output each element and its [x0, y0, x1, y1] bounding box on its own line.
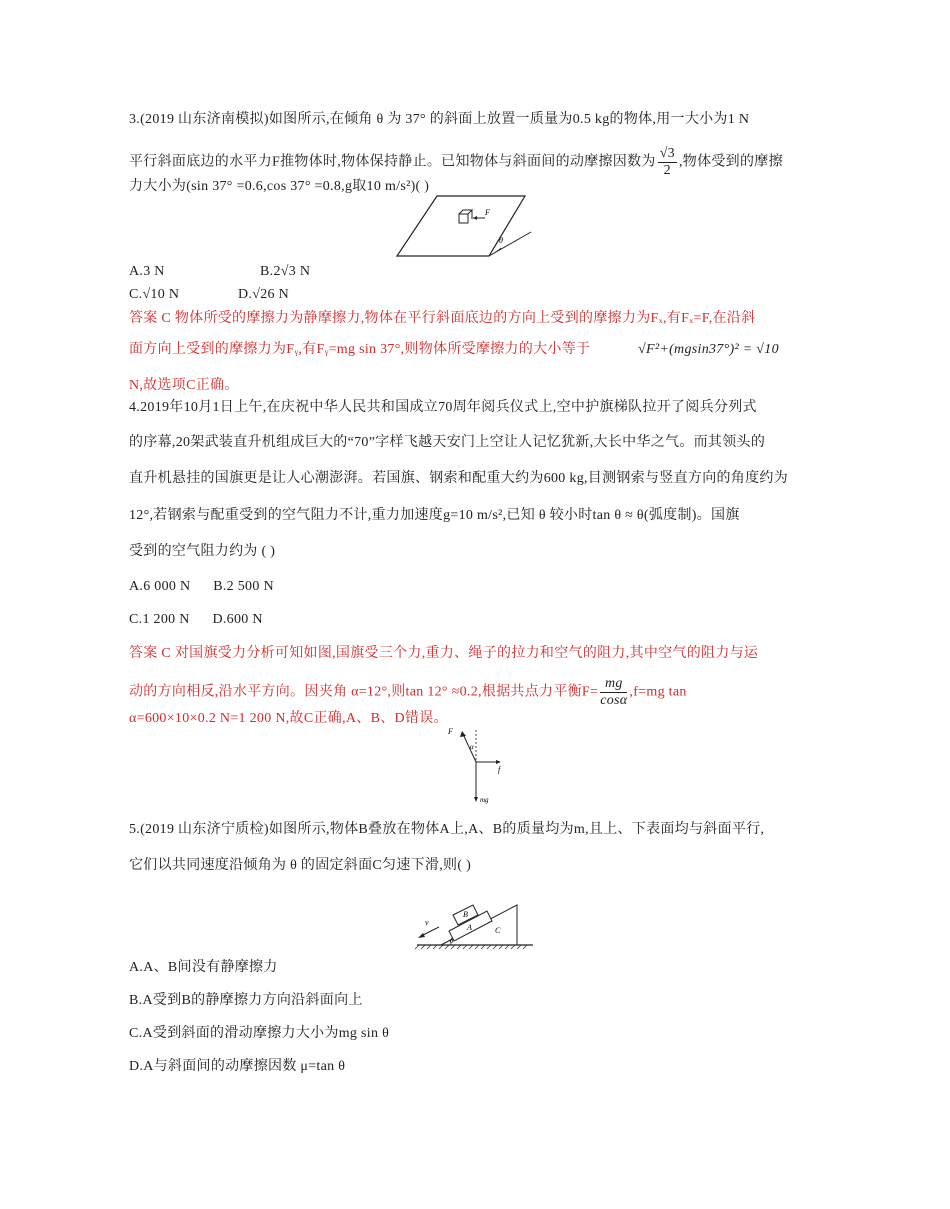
- q3-stem-line2b: ,物体受到的摩擦: [678, 154, 783, 170]
- q4-stem-line3: 直升机悬挂的国旗更是让人心潮澎湃。若国旗、钢索和配重大约为600 kg,目测钢索与竖直方向的角度约为: [129, 471, 788, 486]
- q3-answer-line2: [129, 340, 590, 360]
- q3-option-a: A.3 N: [129, 264, 165, 279]
- q4-stem-line5: 受到的空气阻力约为 ( ): [129, 544, 276, 559]
- q4-fig-label-alpha: α: [470, 743, 474, 751]
- q4-answer-line2a: 动的方向相反,沿水平方向。因夹角 α=12°,则tan 12° ≈0.2,根据共点力平衡F=: [129, 684, 599, 700]
- q3-stem-line2: [129, 146, 783, 179]
- q4-answer-line1: 答案 C 对国旗受力分析可知如图,国旗受三个力,重力、绳子的拉力和空气的阻力,其中空气的阻力与运: [129, 646, 759, 661]
- q4-force-diagram: [440, 722, 520, 808]
- q3-option-c: C.√10 N: [129, 287, 180, 302]
- q4-fraction-numerator: mg: [600, 676, 627, 693]
- q4-force-fraction: [600, 676, 627, 709]
- q5-fig-label-c: C: [495, 926, 501, 935]
- q4-options-row1: A.6 000 N B.2 500 N: [129, 579, 274, 594]
- q4-options-row2: C.1 200 N D.600 N: [129, 612, 263, 627]
- q4-stem-line1: 4.2019年10月1日上午,在庆祝中华人民共和国成立70周年阅兵仪式上,空中护旗梯队拉开了阅兵分列式: [129, 400, 757, 415]
- q5-stacked-blocks-figure: [415, 883, 535, 953]
- q3-stem-line3: 力大小为(sin 37° =0.6,cos 37° =0.8,g取10 m/s²)( ): [129, 179, 430, 194]
- q5-fig-label-a: A: [467, 923, 472, 932]
- q5-fig-label-v: v: [425, 918, 429, 927]
- q5-option-a: A.A、B间没有静摩擦力: [129, 960, 278, 975]
- q4-fig-label-tension: F: [448, 727, 453, 736]
- q3-incline-figure: [385, 190, 535, 260]
- q3-fig-force-label: F: [485, 208, 490, 217]
- q4-stem-line4: 12°,若钢索与配重受到的空气阻力不计,重力加速度g=10 m/s²,已知 θ 较小时tan θ ≈ θ(弧度制)。国旗: [129, 508, 740, 523]
- q4-answer-line2b: ,f=mg tan: [629, 684, 687, 700]
- q5-stem-line2: 它们以共同速度沿倾角为 θ 的固定斜面C匀速下滑,则( ): [129, 858, 472, 873]
- q3-mu-numerator: √3: [659, 146, 675, 161]
- q3-stem-line1: 3.(2019 山东济南模拟)如图所示,在倾角 θ 为 37° 的斜面上放置一质量为0.5 kg的物体,用一大小为1 N: [129, 112, 750, 127]
- q4-fraction-denominator: cosα: [600, 693, 628, 708]
- q3-mu-denominator: 2: [663, 163, 671, 178]
- q4-answer-line3: α=600×10×0.2 N=1 200 N,故C正确,A、B、D错误。: [129, 711, 448, 726]
- q4-stem-line2: 的序幕,20架武装直升机组成巨大的“70”字样飞越天安门上空让人记忆犹新,大长中华之气。而其领头的: [129, 435, 766, 450]
- q3-answer-line2a: 面方向上受到的摩擦力为Fᵧ,有Fᵧ=mg sin 37°,则物体所受摩擦力的大小等于: [129, 342, 591, 357]
- q3-option-b: B.2√3 N: [260, 264, 311, 279]
- q5-stem-line1: 5.(2019 山东济宁质检)如图所示,物体B叠放在物体A上,A、B的质量均为m,且上、下表面均与斜面平行,: [129, 822, 765, 837]
- q5-option-c: C.A受到斜面的滑动摩擦力大小为mg sin θ: [129, 1026, 390, 1041]
- q3-answer-line3: N,故选项C正确。: [129, 378, 239, 393]
- q4-fig-label-drag: f: [498, 765, 501, 774]
- q5-fig-label-theta: θ: [450, 937, 454, 945]
- q3-stem-line2a: 平行斜面底边的水平力F推物体时,物体保持静止。已知物体与斜面间的动摩擦因数为: [129, 154, 656, 170]
- q5-option-b: B.A受到B的静摩擦力方向沿斜面向上: [129, 993, 363, 1008]
- q3-answer-formula: √F²+(mgsin37°)² = √10: [638, 342, 779, 357]
- q4-fig-label-weight: mg: [480, 796, 489, 804]
- q3-fig-angle-label: θ: [499, 236, 503, 245]
- q5-fig-label-b: B: [463, 910, 468, 919]
- q3-mu-fraction: [658, 146, 677, 179]
- q4-answer-line2: [129, 676, 687, 709]
- q5-option-d: D.A与斜面间的动摩擦因数 μ=tan θ: [129, 1059, 346, 1074]
- q3-option-d: D.√26 N: [238, 287, 290, 302]
- q3-answer-line1: 答案 C 物体所受的摩擦力为静摩擦力,物体在平行斜面底边的方向上受到的摩擦力为Fₓ,有Fₓ=F,在沿斜: [129, 311, 756, 326]
